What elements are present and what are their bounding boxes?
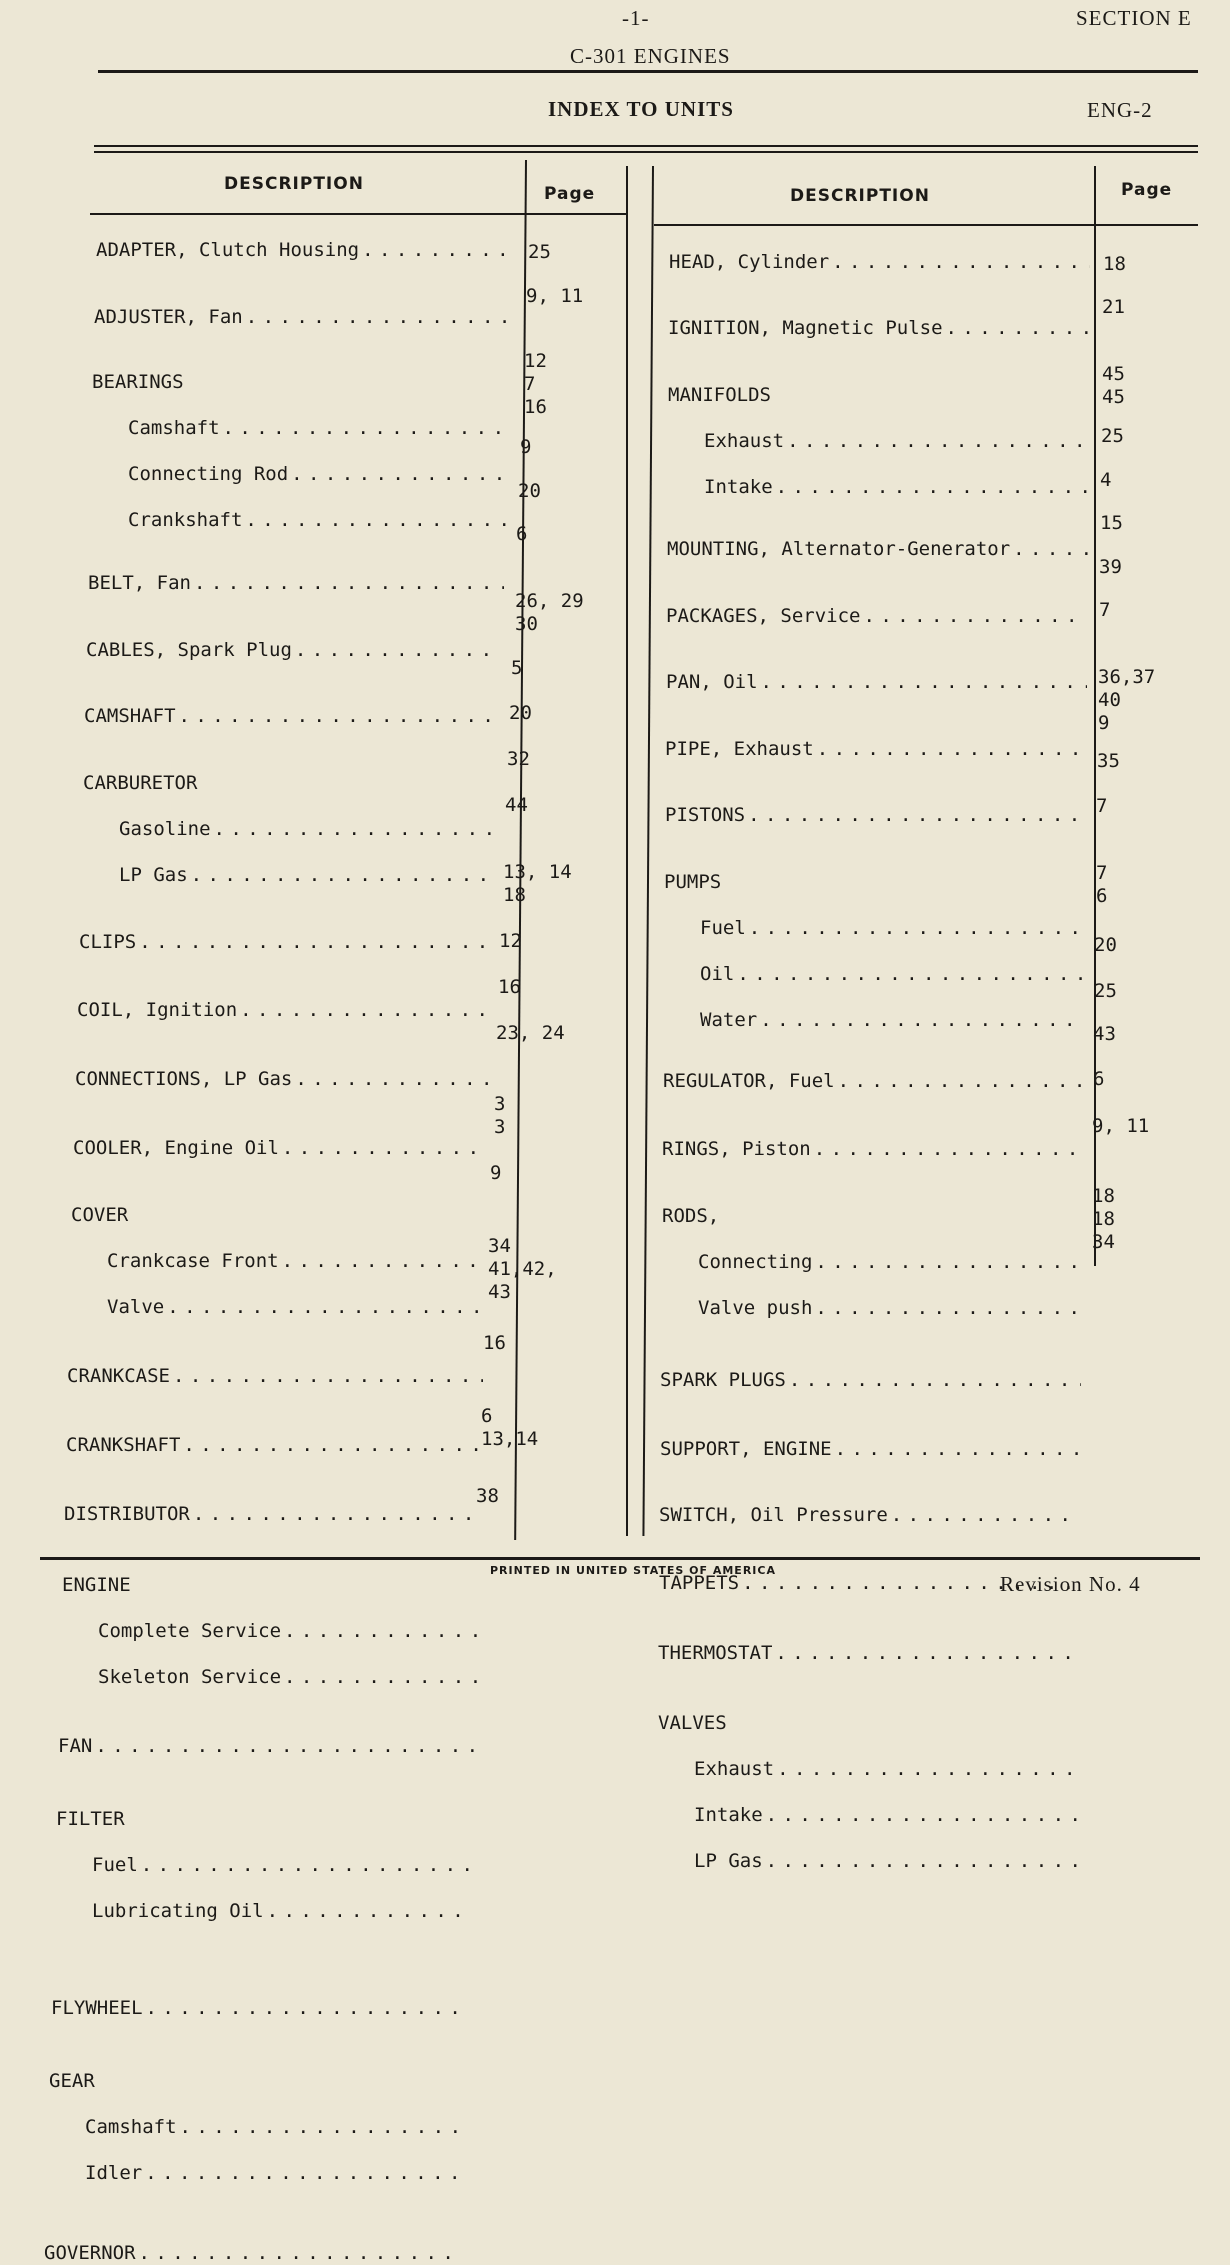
left-entry-17 (56, 1808, 472, 1831)
left-entry-10 (73, 1137, 489, 1160)
right-entry-2-sub-1 (668, 476, 1089, 499)
left-entry-17-sub-0 (56, 1854, 472, 1877)
right-entry-15-page: 6 (1093, 1068, 1105, 1090)
right-entry-8-sub-1-page: 40 (1098, 689, 1121, 711)
right-header-underline (654, 224, 1198, 226)
left-entry-19-sub-0-page: 6 (481, 1405, 493, 1427)
leader-dots (737, 963, 1085, 986)
left-entry-8-page: 20 (509, 702, 532, 724)
left-entry-3-page: 9 (520, 436, 532, 458)
left-entry-15-label: ENGINE (62, 1574, 131, 1596)
right-entry-3 (667, 538, 1088, 561)
right-entry-6-page: 39 (1099, 556, 1122, 578)
left-entry-14 (64, 1503, 480, 1526)
right-entry-12 (660, 1369, 1081, 1392)
left-entry-20-label: GOVERNOR (44, 2242, 136, 2264)
left-entry-15-sub-0 (62, 1620, 478, 1643)
left-entry-17-sub-1-label: Lubricating Oil (92, 1900, 264, 1922)
right-entry-9 (663, 1070, 1084, 1093)
left-entry-17-sub-1-page-cont: 43 (488, 1281, 511, 1303)
leader-dots (749, 917, 1085, 940)
right-entry-11-sub-0 (662, 1251, 1083, 1274)
left-entry-11 (71, 1204, 487, 1227)
right-entry-16-label: THERMOSTAT (658, 1642, 773, 1664)
right-entry-8-sub-0 (664, 917, 1085, 940)
leader-dots (891, 1504, 1080, 1527)
left-entry-15-sub-0-label: Complete Service (98, 1620, 282, 1642)
right-entry-8-sub-1-label: Oil (700, 963, 735, 985)
left-entry-20-page: 38 (476, 1485, 499, 1507)
left-entry-2-sub-0-label: Camshaft (128, 417, 220, 439)
left-entry-6-sub-0 (83, 818, 499, 841)
left-entry-17-label: FILTER (56, 1808, 125, 1830)
leader-dots (761, 671, 1087, 694)
left-entry-15-sub-0-page: 3 (494, 1093, 506, 1115)
left-entry-13 (66, 1434, 482, 1457)
right-entry-11-sub-1-label: Valve push (698, 1297, 813, 1319)
document-code: ENG-2 (1087, 98, 1153, 122)
leader-dots (139, 2242, 460, 2265)
right-entry-7 (665, 804, 1086, 827)
leader-dots (240, 999, 493, 1022)
leader-dots (815, 1297, 1083, 1320)
right-entry-17-sub-1-page: 18 (1092, 1208, 1115, 1230)
right-entry-11-sub-0-label: Connecting (698, 1251, 813, 1273)
left-entry-11-sub-0-page: 13, 14 (503, 861, 572, 883)
left-entry-7-label: CLIPS (79, 931, 137, 953)
leader-dots (145, 2162, 465, 2185)
leader-dots (282, 1250, 487, 1273)
right-entry-2-sub-1-label: Intake (704, 476, 773, 498)
left-entry-6-label: CARBURETOR (83, 772, 198, 794)
leader-dots (267, 1900, 472, 1923)
left-entry-19-sub-0-label: Camshaft (85, 2116, 177, 2138)
right-entry-8-sub-0-label: Fuel (700, 917, 746, 939)
leader-dots (95, 1735, 474, 1758)
index-title: INDEX TO UNITS (548, 97, 734, 121)
left-entry-11-sub-0-label: Crankcase Front (107, 1250, 279, 1272)
right-entry-2 (668, 384, 1089, 407)
leader-dots (191, 864, 499, 887)
left-entry-4-label: CABLES, Spark Plug (86, 639, 292, 661)
right-entry-1-page: 21 (1102, 296, 1125, 318)
left-entry-18 (51, 1997, 467, 2020)
right-entry-11 (662, 1205, 1083, 1228)
left-page-header: Page (544, 184, 596, 204)
page-number: -1- (622, 6, 650, 30)
left-entry-9 (75, 1068, 491, 1091)
right-entry-9-label: REGULATOR, Fuel (663, 1070, 835, 1092)
right-entry-17-sub-1-label: Intake (694, 1804, 763, 1826)
leader-dots (214, 818, 499, 841)
leader-dots (183, 1434, 482, 1457)
left-entry-13-label: CRANKSHAFT (66, 1434, 181, 1456)
right-entry-2-sub-1-page: 45 (1102, 386, 1125, 408)
right-entry-17-sub-2-page: 34 (1092, 1231, 1115, 1253)
left-entry-6 (83, 772, 499, 795)
left-entry-19-sub-1-label: Idler (85, 2162, 143, 2184)
left-entry-13-page: 16 (498, 976, 521, 998)
leader-dots (295, 1068, 491, 1091)
right-entry-17 (658, 1712, 1079, 1735)
left-entry-6-sub-1-label: LP Gas (119, 864, 188, 886)
right-entry-5 (666, 671, 1087, 694)
left-entry-11-sub-1-label: Valve (107, 1296, 165, 1318)
right-page-divider (1094, 166, 1096, 1266)
leader-dots (766, 1804, 1079, 1827)
leader-dots (817, 738, 1086, 761)
left-entry-0-label: ADAPTER, Clutch Housing (96, 239, 360, 261)
right-entry-0-label: HEAD, Cylinder (669, 251, 830, 273)
right-entry-8-sub-1 (664, 963, 1085, 986)
right-entry-13-label: SUPPORT, ENGINE (660, 1438, 832, 1460)
right-entry-0-page: 18 (1103, 253, 1126, 275)
right-entry-11-label: RODS, (662, 1205, 720, 1227)
leader-dots (760, 1009, 1085, 1032)
leader-dots (282, 1137, 489, 1160)
left-entry-1-label: ADJUSTER, Fan (94, 306, 243, 328)
leader-dots (789, 1369, 1081, 1392)
left-entry-19-sub-1-page: 13,14 (481, 1428, 539, 1450)
right-entry-3-page: 25 (1101, 425, 1124, 447)
right-entry-0 (669, 251, 1090, 274)
left-entry-15-sub-1 (62, 1666, 478, 1689)
right-entry-6 (665, 738, 1086, 761)
right-entry-2-sub-0 (668, 430, 1089, 453)
left-entry-14-label: DISTRIBUTOR (64, 1503, 190, 1525)
right-entry-7-page: 7 (1099, 599, 1111, 621)
leader-dots (284, 1620, 478, 1643)
right-entry-5-label: PAN, Oil (666, 671, 758, 693)
left-entry-11-sub-1 (71, 1296, 487, 1319)
left-entry-9-page: 32 (507, 748, 530, 770)
leader-dots (1013, 538, 1088, 561)
leader-dots (146, 1997, 467, 2020)
right-entry-2-sub-0-page: 45 (1102, 363, 1125, 385)
leader-dots (946, 317, 1089, 340)
right-entry-17-sub-0-label: Exhaust (694, 1758, 775, 1780)
leader-dots (777, 1758, 1079, 1781)
left-entry-8 (77, 999, 493, 1022)
left-entry-2-sub-1-label: Connecting Rod (128, 463, 289, 485)
left-entry-15 (62, 1574, 478, 1597)
right-entry-14 (659, 1504, 1080, 1527)
leader-dots (838, 1070, 1084, 1093)
left-entry-18-page: 16 (483, 1332, 506, 1354)
left-entry-5-page: 6 (516, 523, 528, 545)
left-entry-17-sub-1 (56, 1900, 472, 1923)
left-entry-15-sub-1-label: Skeleton Service (98, 1666, 282, 1688)
left-entry-7-page: 5 (511, 657, 523, 679)
left-entry-17-sub-1-page: 41,42, (488, 1258, 557, 1280)
right-entry-3-label: MOUNTING, Alternator-Generator (667, 538, 1011, 560)
left-entry-4-page: 20 (518, 480, 541, 502)
right-entry-1 (668, 317, 1089, 340)
left-entry-2-sub-2-label: Crankshaft (128, 509, 243, 531)
right-entry-10-label: RINGS, Piston (662, 1138, 811, 1160)
left-entry-9-label: CONNECTIONS, LP Gas (75, 1068, 293, 1090)
left-entry-2-label: BEARINGS (92, 371, 184, 393)
left-entry-10-label: COOLER, Engine Oil (73, 1137, 279, 1159)
right-entry-10-page: 7 (1096, 795, 1108, 817)
right-entry-7-label: PISTONS (665, 804, 746, 826)
right-entry-17-sub-2-label: LP Gas (694, 1850, 763, 1872)
right-page-header: Page (1121, 180, 1173, 200)
right-entry-1-label: IGNITION, Magnetic Pulse (668, 317, 943, 339)
leader-dots (775, 1642, 1079, 1665)
right-entry-4 (666, 605, 1087, 628)
right-entry-11-sub-1-page: 6 (1096, 885, 1108, 907)
right-entry-4-label: PACKAGES, Service (666, 605, 861, 627)
right-entry-4-page: 4 (1100, 469, 1112, 491)
left-entry-15-sub-1-page: 3 (494, 1116, 506, 1138)
right-entry-17-sub-2 (658, 1850, 1079, 1873)
leader-dots (284, 1666, 478, 1689)
left-entry-8-label: COIL, Ignition (77, 999, 238, 1021)
right-entry-17-sub-1 (658, 1804, 1079, 1827)
left-entry-17-sub-0-label: Fuel (92, 1854, 138, 1876)
left-entry-11-sub-1-page: 18 (503, 884, 526, 906)
section-label: SECTION E (1076, 6, 1192, 30)
leader-dots (179, 705, 500, 728)
right-entry-8 (664, 871, 1085, 894)
left-entry-19-label: GEAR (49, 2070, 95, 2092)
leader-dots (835, 1438, 1081, 1461)
printed-in-usa: PRINTED IN UNITED STATES OF AMERICA (490, 1564, 776, 1577)
left-description-header: DESCRIPTION (224, 174, 364, 194)
right-entry-8-sub-2 (664, 1009, 1085, 1032)
left-entry-7 (79, 931, 495, 954)
bottom-rule (40, 1557, 1200, 1560)
right-entry-8-sub-2-label: Water (700, 1009, 758, 1031)
left-entry-0-page: 25 (528, 241, 551, 263)
right-entry-6-label: PIPE, Exhaust (665, 738, 814, 760)
left-entry-1-page: 9, 11 (526, 285, 584, 307)
right-entry-16 (658, 1642, 1079, 1665)
left-entry-6-sub-0-page: 26, 29 (515, 590, 584, 612)
leader-dots (173, 1365, 483, 1388)
left-entry-14-page: 23, 24 (496, 1022, 565, 1044)
leader-dots (748, 804, 1086, 827)
left-entry-16-page: 9 (490, 1162, 502, 1184)
left-entry-6-sub-1-page: 30 (515, 613, 538, 635)
right-entry-9-page: 35 (1097, 750, 1120, 772)
leader-dots (167, 1296, 487, 1319)
leader-dots (776, 476, 1089, 499)
leader-dots (815, 1251, 1083, 1274)
leader-dots (863, 605, 1087, 628)
left-entry-3-label: BELT, Fan (88, 572, 191, 594)
leader-dots (787, 430, 1089, 453)
leader-dots (766, 1850, 1079, 1873)
left-entry-19 (49, 2070, 465, 2093)
right-entry-8-label: PUMPS (664, 871, 722, 893)
right-entry-12-page: 20 (1094, 934, 1117, 956)
right-entry-15-label: TAPPETS (659, 1572, 740, 1594)
left-entry-5-label: CAMSHAFT (84, 705, 176, 727)
left-entry-6-sub-1 (83, 864, 499, 887)
left-entry-2-sub-2-page: 16 (524, 396, 547, 418)
leader-dots (180, 2116, 465, 2139)
right-entry-8-sub-0-page: 36,37 (1098, 666, 1156, 688)
right-entry-2-sub-0-label: Exhaust (704, 430, 785, 452)
left-entry-16 (58, 1735, 474, 1758)
left-entry-19-sub-0 (49, 2116, 465, 2139)
right-entry-11-sub-0-page: 7 (1096, 862, 1108, 884)
leader-dots (139, 931, 495, 954)
right-entry-17-sub-0 (658, 1758, 1079, 1781)
left-entry-2-sub-1-page: 7 (524, 373, 536, 395)
left-entry-11-label: COVER (71, 1204, 129, 1226)
left-entry-16-label: FAN (58, 1735, 93, 1757)
right-entry-2-label: MANIFOLDS (668, 384, 771, 406)
right-entry-16-page: 9, 11 (1092, 1115, 1150, 1137)
left-entry-20 (44, 2242, 460, 2265)
left-entry-5 (84, 705, 500, 728)
left-entry-11-sub-0 (71, 1250, 487, 1273)
right-entry-14-page: 43 (1093, 1023, 1116, 1045)
left-entry-18-label: FLYWHEEL (51, 1997, 143, 2019)
right-entry-11-sub-1 (662, 1297, 1083, 1320)
left-entry-12-label: CRANKCASE (67, 1365, 170, 1387)
leader-dots (193, 1503, 480, 1526)
left-entry-12-page: 12 (499, 930, 522, 952)
right-entry-13-page: 25 (1094, 980, 1117, 1002)
right-entry-17-label: VALVES (658, 1712, 727, 1734)
leader-dots (814, 1138, 1083, 1161)
left-entry-19-sub-1 (49, 2162, 465, 2185)
center-divider-b (642, 166, 654, 1536)
right-entry-13 (660, 1438, 1081, 1461)
left-entry-10-page: 44 (505, 794, 528, 816)
leader-dots (832, 251, 1090, 274)
right-entry-5-page: 15 (1100, 512, 1123, 534)
revision-number: Revision No. 4 (1000, 1572, 1141, 1596)
left-entry-17-sub-0-page: 34 (488, 1235, 511, 1257)
leader-dots (141, 1854, 472, 1877)
right-description-header: DESCRIPTION (790, 186, 930, 206)
left-entry-6-sub-0-label: Gasoline (119, 818, 211, 840)
right-entry-10 (662, 1138, 1083, 1161)
engine-title: C-301 ENGINES (570, 44, 731, 68)
center-divider-a (626, 166, 628, 1536)
right-entry-8-sub-2-page: 9 (1098, 712, 1110, 734)
left-entry-2-sub-0-page: 12 (524, 350, 547, 372)
right-entry-14-label: SWITCH, Oil Pressure (659, 1504, 888, 1526)
right-entry-17-sub-0-page: 18 (1092, 1185, 1115, 1207)
left-entry-12 (67, 1365, 483, 1388)
right-entry-12-label: SPARK PLUGS (660, 1369, 786, 1391)
